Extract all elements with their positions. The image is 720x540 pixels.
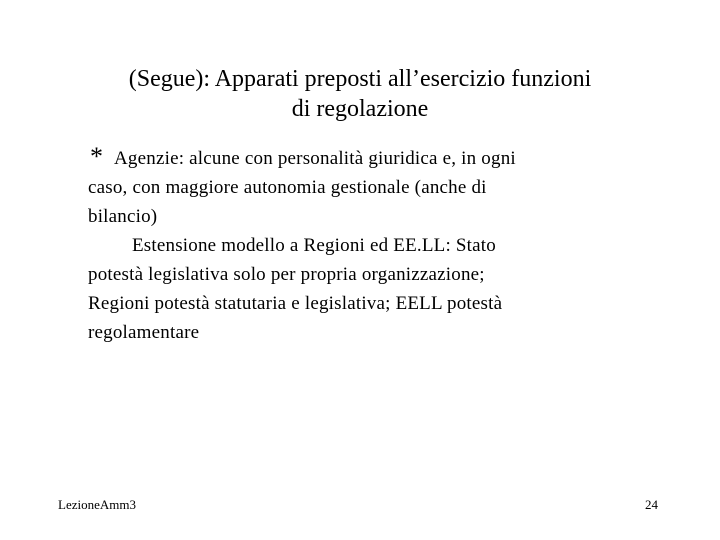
paragraph2-line-4: regolamentare (88, 322, 200, 343)
paragraph2-line-2: potestà legislativa solo per propria organizzazione; (88, 264, 485, 285)
title-line-2: di regolazione (291, 96, 429, 122)
slide-body (88, 144, 668, 347)
title-line-1: (Segue): Apparati preposti all’esercizio funzioni (128, 66, 592, 92)
paragraph1-line-2: caso, con maggiore autonomia gestionale (anche di (88, 177, 487, 198)
paragraph1-line-1: Agenzie: alcune con personalità giuridica e, in ogni (114, 148, 516, 169)
footer-page-number: 24 (645, 497, 658, 512)
footer-lesson-label: LezioneAmm3 (58, 497, 136, 512)
asterisk-bullet-icon: * (90, 142, 104, 171)
paragraph2-line-1: Estensione modello a Regioni ed EE.LL: Stato (132, 235, 496, 256)
paragraph2-line-3: Regioni potestà statutaria e legislativa; EELL potestà (88, 293, 503, 314)
paragraph1-line-3: bilancio) (88, 206, 158, 227)
slide-title (60, 64, 660, 124)
paragraph-estensione (88, 231, 668, 347)
bullet-paragraph-agenzie (88, 144, 668, 231)
